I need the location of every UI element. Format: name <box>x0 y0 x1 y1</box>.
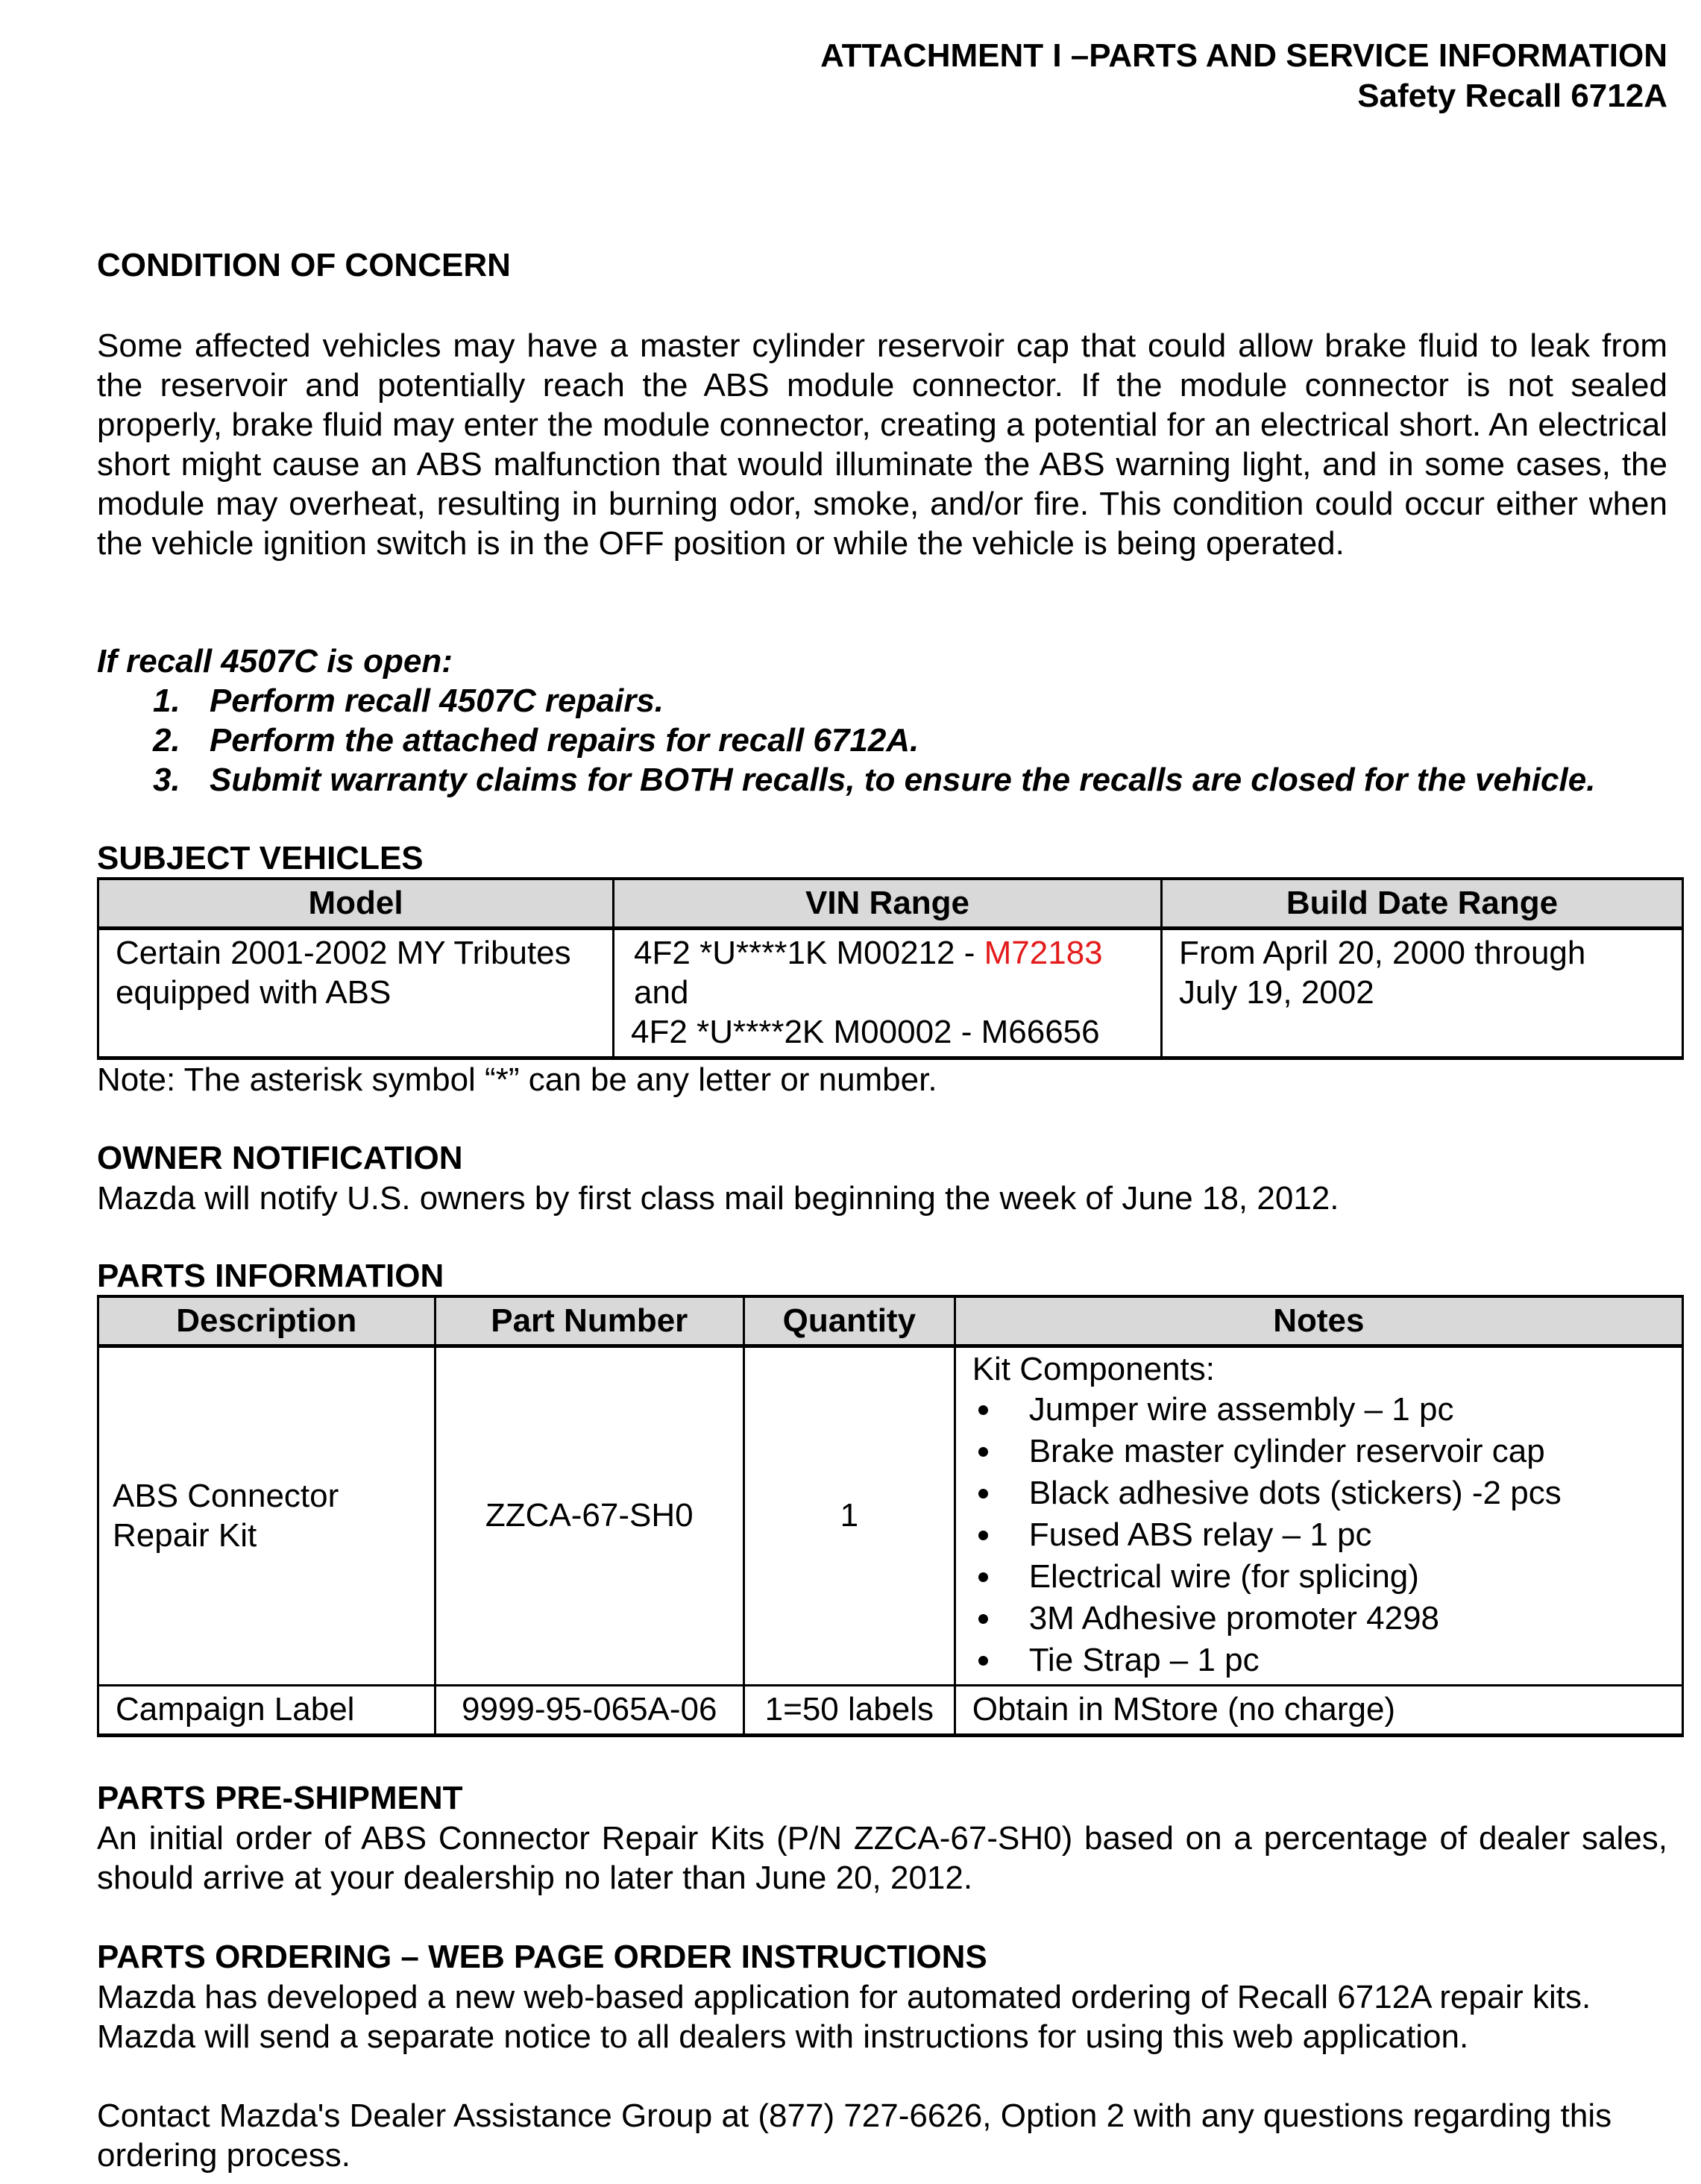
description-cell: ABS Connector Repair Kit <box>98 1346 436 1686</box>
owner-notification-body: Mazda will notify U.S. owners by first class mail beginning the week of June 18, 2012. <box>97 1180 1339 1217</box>
bullet-icon <box>978 1447 988 1457</box>
open-recall-intro: If recall 4507C is open: <box>97 643 453 680</box>
subject-vehicles-heading: SUBJECT VEHICLES <box>97 840 424 876</box>
kit-component-item <box>972 1389 1665 1431</box>
column-header-description: Description <box>98 1296 436 1346</box>
step-item <box>153 721 1595 760</box>
pre-shipment-body: An initial order of ABS Connector Repair Kits (P/N ZZCA-67-SH0) based on a percentage of dealer sales, should arrive at your dealership no later than June 20, 2012. <box>97 1820 1667 1896</box>
column-header-quantity: Quantity <box>743 1296 955 1346</box>
condition-body: Some affected vehicles may have a master cylinder reservoir cap that could allow brake fluid to leak from the reservoir and potentially reach the ABS module connector. If the module connector is not sealed properly, brake fluid may enter the module connector, creating a potential for an electrical short. An electrical short might cause an ABS malfunction that would illuminate the ABS warning light, and in some cases, the module may overheat, resulting in burning odor, smoke, and/or fire. This condition could occur either when the vehicle ignition switch is in the OFF position or while the vehicle is being operated. <box>97 327 1667 562</box>
column-header-build-date: Build Date Range <box>1161 879 1682 929</box>
column-header-part-number: Part Number <box>435 1296 743 1346</box>
table-header-row <box>98 879 1683 929</box>
kit-component-item <box>972 1514 1665 1556</box>
column-header-notes: Notes <box>955 1296 1682 1346</box>
step-number: 2. <box>153 722 180 759</box>
vin-range-and: and <box>634 974 689 1011</box>
description-cell: Campaign Label <box>98 1686 436 1736</box>
step-item <box>153 681 1595 721</box>
kit-component-label: Electrical wire (for splicing) <box>1028 1558 1419 1595</box>
column-header-model: Model <box>98 879 614 929</box>
build-date-cell: From April 20, 2000 through July 19, 2002 <box>1161 929 1682 1058</box>
ordering-heading: PARTS ORDERING – WEB PAGE ORDER INSTRUCTIONS <box>97 1939 987 1975</box>
table-row <box>98 1686 1683 1736</box>
subject-vehicles-table <box>97 877 1684 1060</box>
kit-component-label: Black adhesive dots (stickers) -2 pcs <box>1028 1475 1562 1511</box>
step-text: Submit warranty claims for BOTH recalls, to ensure the recalls are closed for the vehicle. <box>210 762 1596 798</box>
model-cell: Certain 2001-2002 MY Tributes equipped with ABS <box>98 929 614 1058</box>
kit-component-label: Jumper wire assembly – 1 pc <box>1028 1391 1454 1428</box>
step-text: Perform recall 4507C repairs. <box>210 682 664 719</box>
kit-component-label: Brake master cylinder reservoir cap <box>1028 1433 1545 1469</box>
dealer-assistance-contact: Contact Mazda's Dealer Assistance Group at (877) 727-6626, Option 2 with any questions regarding this ordering process. <box>97 2097 1612 2174</box>
vin-range-cell <box>614 929 1162 1058</box>
bullet-icon <box>978 1531 988 1540</box>
kit-component-item <box>972 1556 1665 1598</box>
column-header-vin-range: VIN Range <box>614 879 1162 929</box>
open-recall-steps <box>153 681 1595 800</box>
quantity-cell: 1=50 labels <box>743 1686 955 1736</box>
vin-range-line-1 <box>634 933 1144 973</box>
kit-component-item <box>972 1472 1665 1514</box>
vin-range-highlight: M72183 <box>984 935 1103 971</box>
parts-information-table <box>97 1295 1684 1737</box>
step-item <box>153 760 1595 800</box>
kit-component-label: Fused ABS relay – 1 pc <box>1028 1516 1372 1553</box>
notes-cell <box>955 1346 1682 1686</box>
kit-components-list <box>972 1389 1665 1681</box>
step-number: 3. <box>153 762 180 798</box>
table-row <box>98 1346 1683 1686</box>
parts-information-heading: PARTS INFORMATION <box>97 1258 444 1294</box>
part-number-cell: ZZCA-67-SH0 <box>435 1346 743 1686</box>
step-text: Perform the attached repairs for recall 6712A. <box>210 722 919 759</box>
vin-range-prefix: 4F2 *U****1K M00212 - <box>634 935 984 971</box>
recall-number: Safety Recall 6712A <box>1357 78 1667 114</box>
bullet-icon <box>978 1405 988 1415</box>
step-number: 1. <box>153 682 180 719</box>
kit-component-label: 3M Adhesive promoter 4298 <box>1028 1600 1440 1637</box>
table-header-row <box>98 1296 1683 1346</box>
asterisk-note: Note: The asterisk symbol “*” can be any letter or number. <box>97 1061 937 1098</box>
pre-shipment-heading: PARTS PRE-SHIPMENT <box>97 1780 463 1816</box>
bullet-icon <box>978 1572 988 1582</box>
kit-component-item <box>972 1639 1665 1681</box>
condition-heading: CONDITION OF CONCERN <box>97 247 511 283</box>
bullet-icon <box>978 1614 988 1624</box>
owner-notification-heading: OWNER NOTIFICATION <box>97 1140 463 1176</box>
quantity-cell: 1 <box>743 1346 955 1686</box>
notes-cell: Obtain in MStore (no charge) <box>955 1686 1682 1736</box>
table-row <box>98 929 1683 1058</box>
kit-component-item <box>972 1431 1665 1472</box>
bullet-icon <box>978 1656 988 1666</box>
kit-component-label: Tie Strap – 1 pc <box>1028 1642 1260 1678</box>
kit-components-title: Kit Components: <box>972 1351 1215 1387</box>
ordering-body: Mazda has developed a new web-based application for automated ordering of Recall 6712A repair kits. Mazda will send a separate notice to all dealers with instructions for using this web application. <box>97 1979 1591 2055</box>
bullet-icon <box>978 1489 988 1499</box>
kit-component-item <box>972 1598 1665 1639</box>
part-number-cell: 9999-95-065A-06 <box>435 1686 743 1736</box>
vin-range-line-2: 4F2 *U****2K M00002 - M66656 <box>631 1014 1100 1050</box>
document-title: ATTACHMENT I –PARTS AND SERVICE INFORMATION <box>820 37 1667 74</box>
